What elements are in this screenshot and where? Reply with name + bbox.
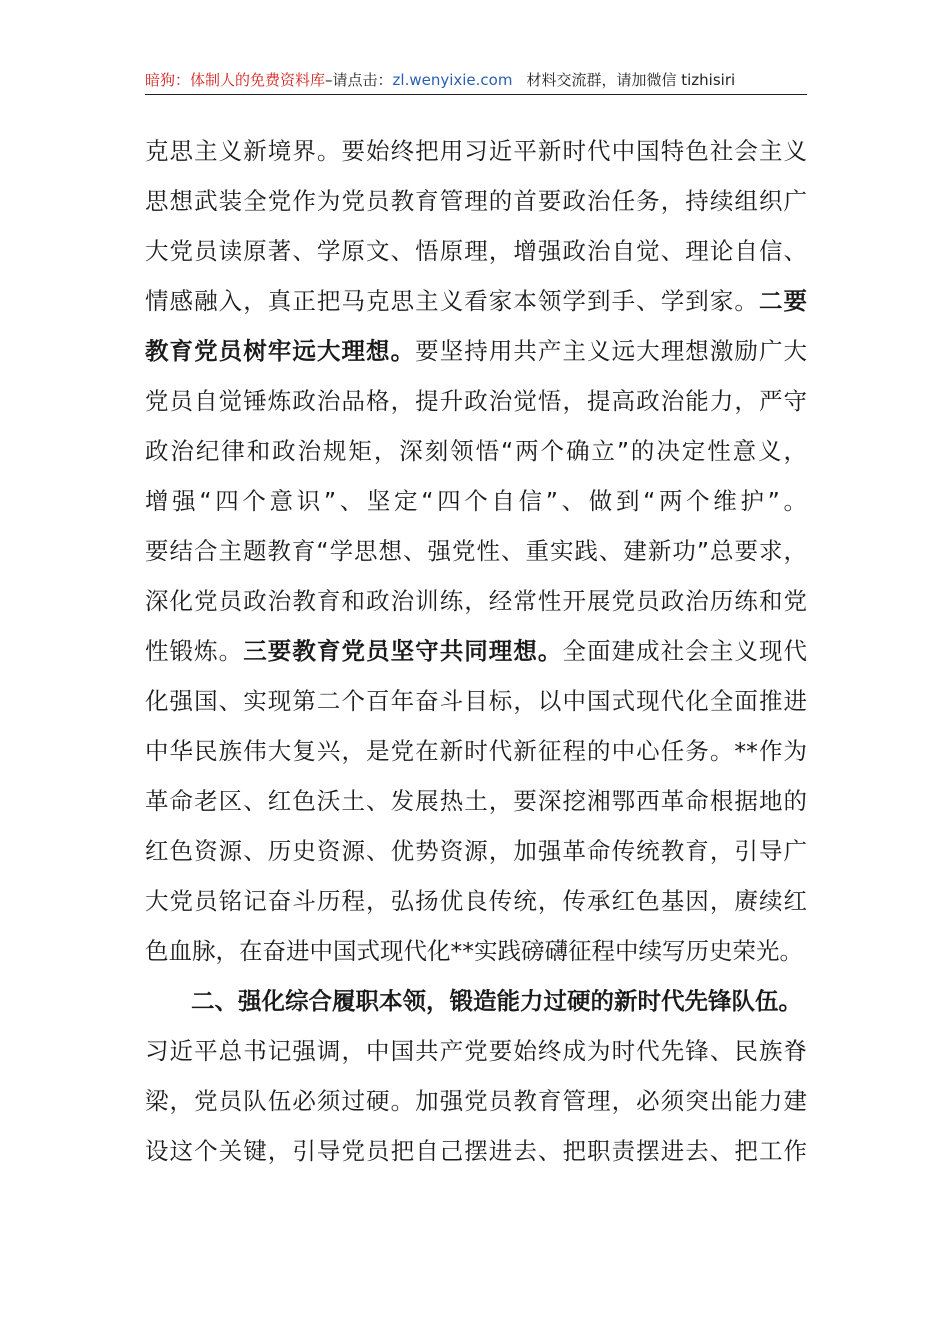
text-line: 教育党员树牢远大理想。要坚持用共产主义远大理想激励广大 — [145, 337, 807, 365]
text-line: 党员自觉锤炼政治品格，提升政治觉悟，提高政治能力，严守 — [145, 387, 807, 415]
text-line: 色血脉，在奋进中国式现代化**实践磅礴征程中续写历史荣光。 — [145, 937, 803, 965]
header-click-prefix: –请点击： — [325, 71, 393, 89]
text-line: 化强国、实现第二个百年奋斗目标，以中国式现代化全面推进 — [145, 687, 807, 715]
header-site-name: 暗狗：体制人的免费资料库 — [145, 71, 326, 89]
text-line: 政治纪律和政治规矩，深刻领悟“两个确立”的决定性意义， — [145, 437, 807, 465]
text-line: 克思主义新境界。要始终把用习近平新时代中国特色社会主义 — [145, 137, 807, 165]
page-header — [145, 68, 807, 95]
text-line: 思想武装全党作为党员教育管理的首要政治任务，持续组织广 — [145, 187, 807, 215]
text-line: 性锻炼。三要教育党员坚守共同理想。全面建成社会主义现代 — [145, 637, 807, 665]
text-line: 设这个关键，引导党员把自己摆进去、把职责摆进去、把工作 — [145, 1137, 807, 1165]
text-line: 习近平总书记强调，中国共产党要始终成为时代先锋、民族脊 — [145, 1037, 807, 1065]
header-contact: 材料交流群，请加微信 tizhisiri — [526, 71, 736, 89]
text-line: 中华民族伟大复兴，是党在新时代新征程的中心任务。**作为 — [145, 737, 807, 765]
text-line: 深化党员政治教育和政治训练，经常性开展党员政治历练和党 — [145, 587, 807, 615]
text-line: 红色资源、历史资源、优势资源，加强革命传统教育，引导广 — [145, 837, 807, 865]
text-line: 情感融入，真正把马克思主义看家本领学到手、学到家。二要 — [145, 287, 807, 315]
document-body — [145, 126, 807, 1176]
text-line: 大党员读原著、学原文、悟原理，增强政治自觉、理论自信、 — [145, 237, 807, 265]
text-line: 大党员铭记奋斗历程，弘扬优良传统，传承红色基因，赓续红 — [145, 887, 807, 915]
section-heading: 二、强化综合履职本领，锻造能力过硬的新时代先锋队伍。 — [191, 987, 802, 1015]
text-line: 梁，党员队伍必须过硬。加强党员教育管理，必须突出能力建 — [145, 1087, 807, 1115]
text-line: 革命老区、红色沃土、发展热土，要深挖湘鄂西革命根据地的 — [145, 787, 807, 815]
header-link[interactable]: zl.wenyixie.com — [392, 71, 513, 89]
text-line: 要结合主题教育“学思想、强党性、重实践、建新功”总要求， — [145, 537, 807, 565]
text-line: 增强“四个意识”、坚定“四个自信”、做到“两个维护”。 — [145, 487, 807, 515]
